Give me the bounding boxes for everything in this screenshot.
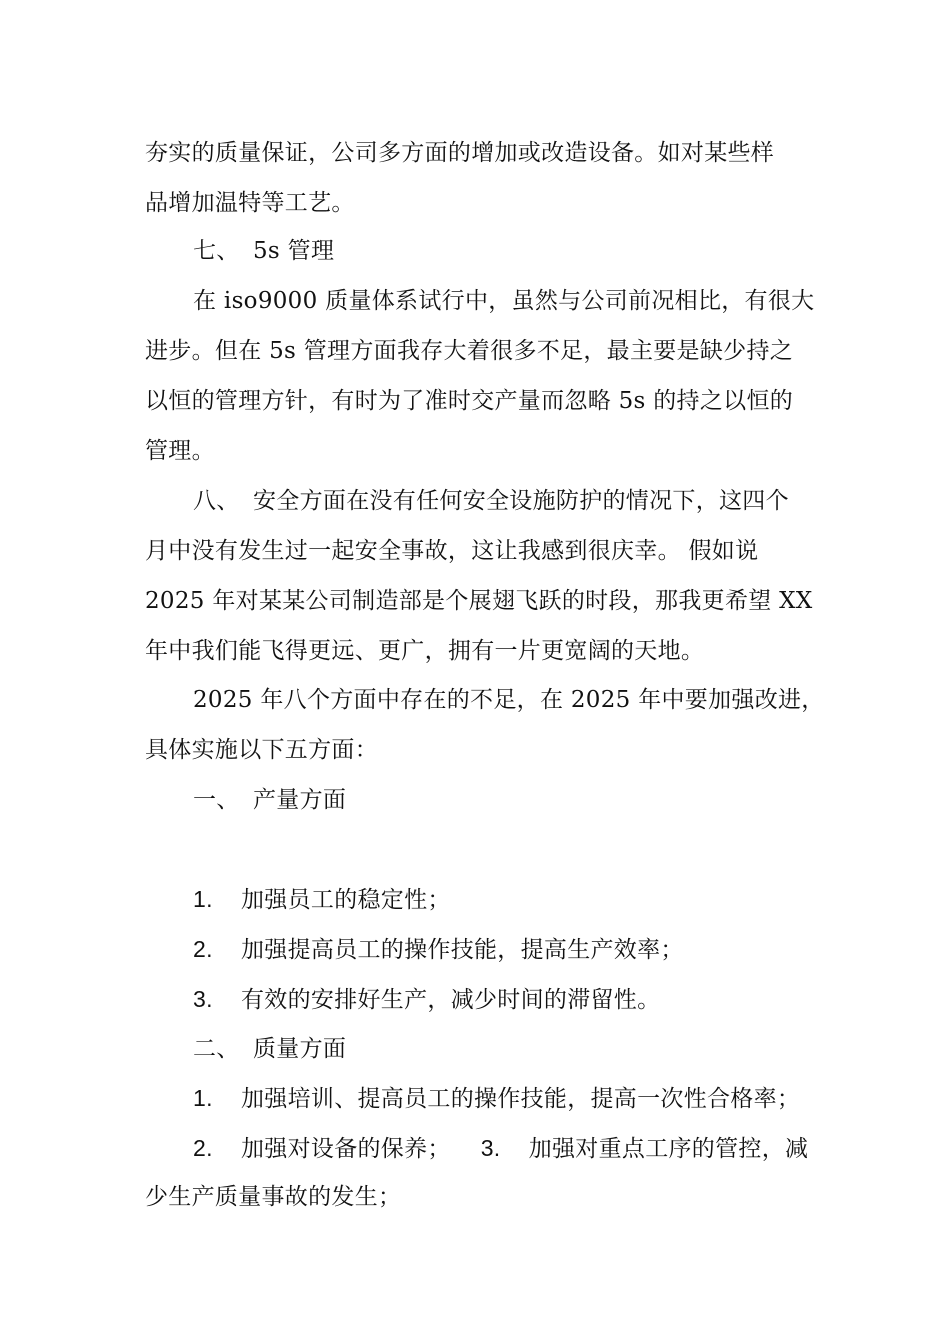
paragraph-line: 2025 年八个方面中存在的不足，在 2025 年中要加强改进， [193,687,825,713]
paragraph-line: 2025 年对某某公司制造部是个展翅飞跃的时段，那我更希望 XX [145,588,813,614]
paragraph-line: 管理。 [145,438,215,464]
heading-text: 产量方面 [253,787,347,813]
list-number: 3. [480,1135,501,1161]
list-item [193,1133,815,1164]
paragraph-line: 夯实的质量保证，公司多方面的增加或改造设备。如对某些样 [145,140,775,166]
list-text: 加强对重点工序的管控，减 [528,1136,809,1162]
paragraph-line: 以恒的管理方针，有时为了准时交产量而忽略 5s 的持之以恒的 [145,388,794,414]
heading-text: 安全方面在没有任何安全设施防护的情况下，这四个 [253,488,789,514]
section-heading-7 [193,236,815,266]
paragraph-line: 进步。但在 5s 管理方面我存大着很多不足，最主要是缺少持之 [145,338,794,364]
list-item [193,934,815,965]
list-number: 2. [193,936,213,962]
paragraph-line: 在 iso9000 质量体系试行中，虽然与公司前况相比，有很大 [193,288,815,314]
section-heading-2 [193,1034,815,1064]
heading-text: 5s 管理 [253,238,335,264]
list-item [193,884,815,915]
list-text: 加强提高员工的操作技能，提高生产效率； [241,937,684,963]
paragraph-line: 月中没有发生过一起安全事故，这让我感到很庆幸。 假如说 [145,538,759,564]
list-text: 加强培训、提高员工的操作技能，提高一次性合格率； [241,1086,801,1112]
list-item [193,1083,815,1114]
section-heading-1 [193,785,815,815]
heading-text: 质量方面 [253,1036,347,1062]
heading-number: 八、 [193,488,240,514]
list-text: 加强对设备的保养； [241,1136,451,1162]
list-text: 加强员工的稳定性； [241,887,451,913]
paragraph-line: 具体实施以下五方面： [145,737,378,763]
list-number: 1. [193,1085,213,1111]
list-text: 有效的安排好生产，减少时间的滞留性。 [241,987,661,1013]
list-number: 1. [193,886,213,912]
list-item [193,984,815,1015]
list-number: 2. [193,1135,213,1161]
section-heading-8 [193,486,815,516]
paragraph-line: 品增加温特等工艺。 [145,190,355,216]
heading-number: 二、 [193,1036,240,1062]
list-number: 3. [193,986,213,1012]
heading-number: 七、 [193,238,240,264]
paragraph-line: 少生产质量事故的发生； [145,1184,402,1210]
heading-number: 一、 [193,787,240,813]
paragraph-line: 年中我们能飞得更远、更广，拥有一片更宽阔的天地。 [145,638,705,664]
